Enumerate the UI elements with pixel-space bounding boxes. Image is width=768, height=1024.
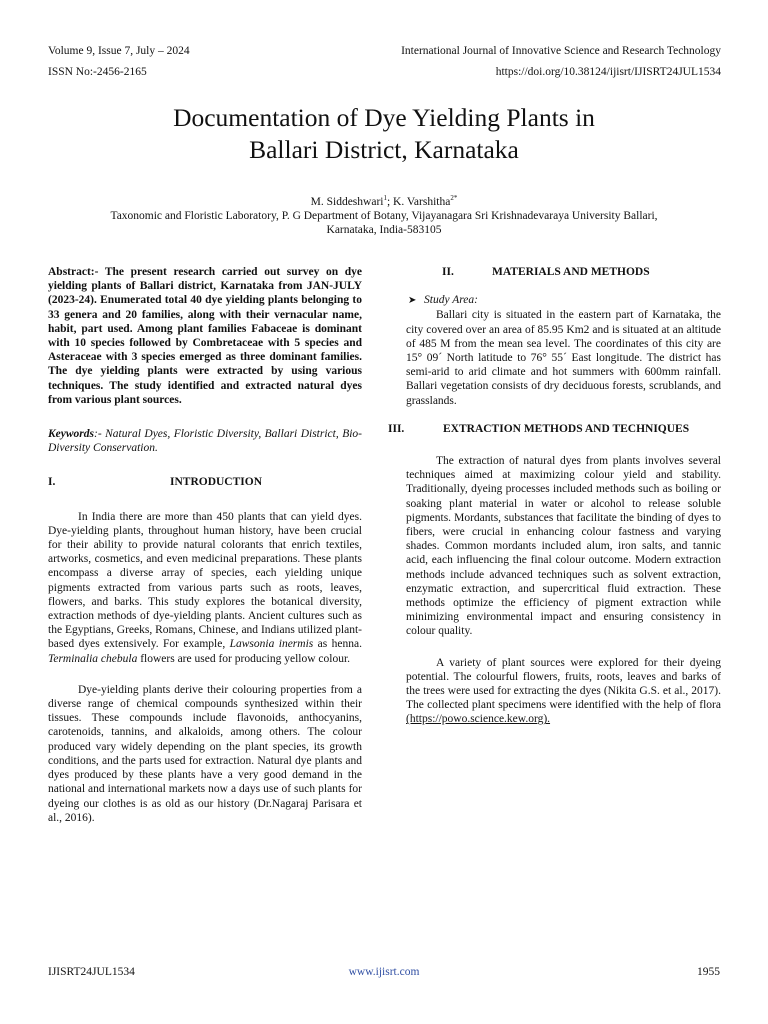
section-number: II.: [442, 266, 454, 278]
intro-paragraph-1: [48, 510, 362, 666]
author-list: [0, 195, 768, 209]
title-line-1: Documentation of Dye Yielding Plants in: [173, 103, 595, 132]
species-lawsonia: Lawsonia inermis: [229, 638, 314, 651]
extraction-paragraph-1: The extraction of natural dyes from plants involves several techniques aimed at maximizing colour yield and stability. Traditionally, dyeing processes included methods such as boiling or soaking plant material in water or alcohol to release soluble pigments. Mordants, substances that facilitate the binding of dyes to fibers, were crucial in enhancing colour fastness and varying shades. Common mordants included alum, iron salts, and tannic acid, each influencing the final colour outcome. Modern extraction methods include advanced techniques such as solvent extraction, enzymatic extraction, and supercritical fluid extraction. These methods optimize the efficiency of pigment extraction while minimizing environmental impact and ensuring consistency in colour quality.: [406, 455, 721, 638]
volume-info: Volume 9, Issue 7, July – 2024: [48, 45, 190, 57]
study-area-paragraph: Ballari city is situated in the eastern part of Karnataka, the city covered over an area of 85.95 Km2 and is situated at an altitude of 485 M from the mean sea level. The coordinates of this city are 15° 09´ North latitude to 76° 55´ East longitude. The district has semi-arid to arid climate and hot summers with 600mm rainfall. Ballari vegetation consists of dry deciduous forests, scrublands, and grasslands.: [406, 309, 721, 407]
section-title: EXTRACTION METHODS AND TECHNIQUES: [443, 422, 690, 435]
right-column: [388, 265, 721, 727]
affiliation: [40, 209, 728, 237]
subheading-label: Study Area:: [424, 294, 478, 307]
intro-text-b: as henna.: [313, 638, 362, 651]
extraction-paragraph-2: [406, 656, 721, 727]
author-1: M. Siddeshwari: [310, 196, 384, 208]
section-heading-intro: [48, 475, 362, 489]
author-2: ; K. Varshitha: [386, 196, 451, 208]
arrow-bullet-icon: ➤: [408, 295, 417, 307]
section-heading-extraction: [388, 422, 721, 436]
left-column: [48, 265, 362, 825]
flora-link[interactable]: (https://powo.science.kew.org).: [406, 713, 551, 726]
keywords-label: Keywords: [48, 428, 94, 441]
affiliation-line-2: Karnataka, India-583105: [326, 224, 442, 236]
abstract: Abstract:- The present research carried out survey on dye yielding plants of Ballari district, Karnataka from JAN-JULY (2023-24). Enumerated total 40 dye yielding plants belonging to 33 genera and 20 families, along with their vernacular name, habit, part used. Among plant families Fabaceae is dominant with 10 species followed by Combretaceae with 5 species and Asteraceae with 3 species emerged as three dominant families. The dye yielding plants were extracted by using various techniques. The study identified and extracted natural dyes from various plant sources.: [48, 266, 362, 406]
section-number: III.: [388, 422, 405, 435]
paper-title: [0, 102, 768, 166]
section-title: INTRODUCTION: [170, 476, 263, 489]
species-terminalia: Terminalia chebula: [48, 652, 138, 665]
title-line-2: Ballari District, Karnataka: [249, 135, 519, 164]
intro-text: In India there are more than 450 plants that can yield dyes. Dye-yielding plants, throughout human history, have been crucial for their ability to provide natural colorants that enrich textiles, artworks, cosmetics, and even medicinal preparations. These plants encompass a diverse array of species, each yielding unique pigments extracted from various parts such as roots, leaves, flowers, and barks. This study explores the botanical diversity, extraction methods of dye-yielding plants. Ancient cultures such as the Egyptians, Greeks, Romans, Chinese, and Indians utilized plant-based dyes extensively. For example,: [48, 510, 362, 651]
footer-website-link[interactable]: www.ijisrt.com: [348, 966, 420, 978]
keywords-text: :- Natural Dyes, Floristic Diversity, Ballari District, Bio-Diversity Conservation.: [48, 428, 362, 455]
author-2-sup: 2*: [450, 194, 458, 203]
journal-name: International Journal of Innovative Science and Research Technology: [401, 45, 721, 57]
affiliation-line-1: Taxonomic and Floristic Laboratory, P. G Department of Botany, Vijayanagara Sri Krishnadevaraya University Ballari,: [110, 210, 658, 222]
section-title: MATERIALS AND METHODS: [492, 266, 650, 278]
study-area-subheading: [406, 293, 721, 308]
issn: ISSN No:-2456-2165: [48, 66, 147, 78]
author-1-sup: 1: [383, 194, 387, 203]
footer-paper-id: IJISRT24JUL1534: [48, 966, 135, 978]
intro-paragraph-2: Dye-yielding plants derive their colouring properties from a diverse range of chemical compounds synthesized within their tissues. These compounds include flavonoids, anthocyanins, carotenoids, tannins, and alkaloids, among others. The colour produced vary widely depending on the plant species, its growth conditions, and the parts used for extraction. Natural dye plants and dyes produced by these plants have a very good demand in the national and international markets now a days use of such plants for dyeing our clothes is as old as our history (Dr.Nagaraj Parisara et al., 2016).: [48, 683, 362, 824]
doi-link[interactable]: https://doi.org/10.38124/ijisrt/IJISRT24JUL1534: [495, 66, 721, 78]
section-heading-materials: [406, 265, 721, 279]
extraction-text: A variety of plant sources were explored for their dyeing potential. The colourful flowers, fruits, roots, leaves and barks of the trees were used for extracting the dyes (Nikita G.S. et al., 2017). The collected plant specimens were identified with the help of flora: [406, 656, 721, 712]
keywords: [48, 427, 362, 455]
page-number: 1955: [697, 966, 720, 978]
section-number: I.: [48, 476, 56, 489]
intro-text-c: flowers are used for producing yellow colour.: [137, 652, 351, 665]
